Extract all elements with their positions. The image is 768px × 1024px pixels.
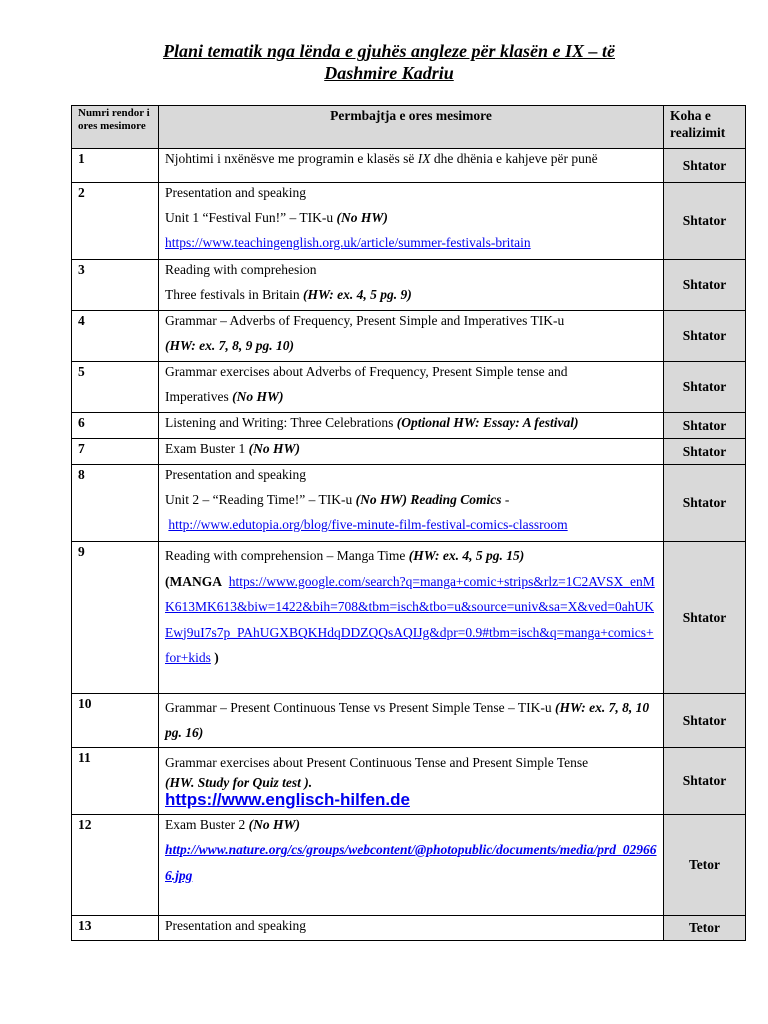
row-homework: (No HW) Reading Comics [355, 492, 502, 507]
row-content [159, 260, 664, 311]
row-month: Shtator [664, 183, 746, 260]
row-number: 12 [72, 815, 159, 916]
row-content [159, 413, 664, 439]
row-text: Three festivals in Britain [165, 287, 300, 302]
row-content [159, 694, 664, 748]
table-row [72, 149, 746, 183]
row-content [159, 465, 664, 542]
table-row [72, 362, 746, 413]
row-text: ) [214, 650, 219, 665]
row-number: 6 [72, 413, 159, 439]
row-content [159, 542, 664, 694]
resource-link[interactable]: http://www.nature.org/cs/groups/webcontent/@photopublic/documents/media/prd_029666.jpg [165, 842, 657, 883]
table-row [72, 413, 746, 439]
row-text: Listening and Writing: Three Celebrations [165, 415, 394, 430]
row-number: 8 [72, 465, 159, 542]
row-number: 2 [72, 183, 159, 260]
row-homework: (HW. Study for Quiz test ). [165, 775, 313, 790]
row-number: 3 [72, 260, 159, 311]
row-text-line [165, 543, 657, 569]
table-row [72, 465, 746, 542]
row-homework: (No HW) [336, 210, 388, 225]
row-text: Grammar exercises about Adverbs of Frequency, Present Simple tense and [165, 364, 568, 379]
row-text: Imperatives [165, 389, 229, 404]
row-homework: (HW: ex. 7, 8, 10 pg. 16) [165, 700, 650, 740]
row-month: Tetor [664, 916, 746, 941]
title-line-1: Plani tematik nga lënda e gjuhës angleze për klasën e IX – të [162, 41, 615, 61]
row-text: - [504, 492, 510, 507]
table-row [72, 815, 746, 916]
row-month: Shtator [664, 362, 746, 413]
table-header-row [72, 106, 746, 149]
row-homework: (HW: ex. 4, 5 pg. 15) [408, 548, 525, 563]
row-month: Shtator [664, 748, 746, 815]
header-content: Permbajtja e ores mesimore [159, 106, 664, 149]
row-number: 1 [72, 149, 159, 183]
row-text: Exam Buster 2 [165, 817, 246, 832]
table-row [72, 439, 746, 465]
row-homework: (HW: ex. 7, 8, 9 pg. 10) [165, 338, 294, 353]
row-text-line [165, 491, 657, 508]
row-month: Shtator [664, 311, 746, 362]
header-number: Numri rendor i ores mesimore [72, 106, 159, 149]
row-text: Reading with comprehesion [165, 262, 317, 277]
row-text: Presentation and speaking [165, 918, 306, 933]
title-line-2: Dashmire Kadriu [324, 63, 454, 83]
table-row [72, 183, 746, 260]
row-text: Unit 1 “Festival Fun!” – TIK-u [165, 210, 334, 225]
resource-link[interactable]: http://www.edutopia.org/blog/five-minute-film-festival-comics-classroom [168, 517, 568, 532]
row-month: Shtator [664, 413, 746, 439]
row-text-line [165, 569, 657, 671]
row-text: Grammar – Present Continuous Tense vs Present Simple Tense – TIK-u [165, 700, 552, 715]
row-month: Shtator [664, 694, 746, 748]
row-number: 5 [72, 362, 159, 413]
row-number: 11 [72, 748, 159, 815]
row-text-line [165, 286, 657, 303]
row-content [159, 311, 664, 362]
row-text: Reading with comprehension – Manga Time [165, 548, 406, 563]
row-month: Shtator [664, 439, 746, 465]
row-homework: (No HW) [248, 441, 300, 456]
row-homework: (No HW) [232, 389, 284, 404]
row-number: 13 [72, 916, 159, 941]
row-month: Shtator [664, 465, 746, 542]
row-text: Grammar exercises about Present Continuous Tense and Present Simple Tense [165, 755, 589, 770]
resource-link[interactable]: https://www.google.com/search?q=manga+comic+strips&rlz=1C2AVSX_enMK613MK613&biw=1422&bih=708&tbm=isch&tbo=u&source=univ&sa=X&ved=0ahUKEwj9uI7s7p_PAhUGXBQKHdqDDZQQsAQIJg&dpr=0.9#tbm=isch&q=manga+comics+for+kids [165, 573, 655, 665]
table-row [72, 694, 746, 748]
row-month: Shtator [664, 149, 746, 183]
row-text: Unit 2 – “Reading Time!” – TIK-u [165, 492, 353, 507]
row-content [159, 439, 664, 465]
row-text-line [165, 209, 657, 226]
row-number: 7 [72, 439, 159, 465]
table-row [72, 542, 746, 694]
row-number: 4 [72, 311, 159, 362]
resource-link[interactable]: https://www.englisch-hilfen.de [165, 790, 410, 809]
row-text: Grammar – Adverbs of Frequency, Present Simple and Imperatives TIK-u [165, 313, 565, 328]
row-text: Njohtimi i nxënësve me programin e klasës së [165, 151, 415, 166]
row-text-italic: IX [417, 151, 431, 166]
row-content [159, 183, 664, 260]
row-text: Presentation and speaking [165, 185, 306, 200]
row-content [159, 362, 664, 413]
row-text: Presentation and speaking [165, 467, 306, 482]
row-text-line [165, 816, 657, 833]
table-row [72, 311, 746, 362]
table-row [72, 748, 746, 815]
row-number: 10 [72, 694, 159, 748]
row-text: (MANGA [165, 573, 222, 589]
row-content [159, 748, 664, 815]
table-row [72, 260, 746, 311]
resource-link[interactable]: https://www.teachingenglish.org.uk/article/summer-festivals-britain [165, 235, 531, 250]
row-text: dhe dhënia e kahjeve për punë [433, 151, 598, 166]
row-text: Exam Buster 1 [165, 441, 246, 456]
row-month: Shtator [664, 542, 746, 694]
row-month: Tetor [664, 815, 746, 916]
document-title [90, 40, 688, 84]
table-row [72, 916, 746, 941]
row-month: Shtator [664, 260, 746, 311]
row-content [159, 916, 664, 941]
row-homework: (HW: ex. 4, 5 pg. 9) [302, 287, 412, 302]
header-time: Koha e realizimit [664, 106, 746, 149]
plan-table [71, 105, 746, 941]
row-homework: (Optional HW: Essay: A festival) [396, 415, 579, 430]
row-content [159, 815, 664, 916]
row-number: 9 [72, 542, 159, 694]
row-content [159, 149, 664, 183]
row-homework: (No HW) [248, 817, 300, 832]
row-text-line [165, 388, 657, 405]
